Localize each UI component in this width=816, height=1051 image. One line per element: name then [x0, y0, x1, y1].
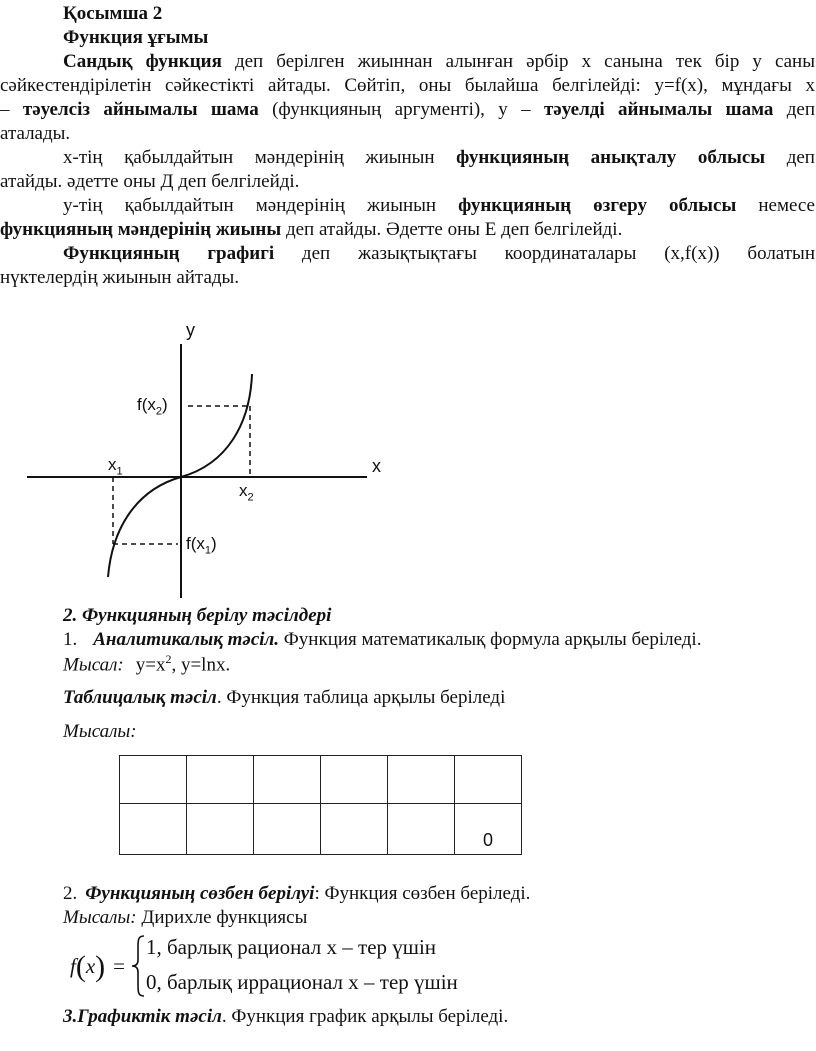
method-verbal — [63, 883, 530, 905]
formula-lhs: f(x) = — [70, 950, 126, 983]
example-line — [63, 652, 230, 676]
function-graph-diagram — [0, 300, 816, 600]
para2-post: деп — [765, 147, 815, 168]
dirichlet-example — [63, 907, 307, 929]
section2-heading: 2. Функцияның берілу тәсілдері — [63, 605, 332, 626]
para3-post2: деп атайды. Әдетте оны Е деп белгілейді. — [281, 219, 623, 240]
para3-pre: у-тің қабылдайтын мәндерінің жиынын — [63, 195, 459, 216]
para4-rest: деп жазықтықтағы координаталары (x,f(x)) болатын — [274, 243, 815, 264]
para2-pre: х-тің қабылдайтын мәндерінің жиынын — [63, 147, 457, 168]
method-analytic — [63, 629, 701, 651]
fx1-label — [186, 534, 217, 556]
formula-x: x — [85, 954, 96, 978]
para1-mid: (функцияның аргументі), у – — [258, 99, 544, 120]
x2-label — [239, 481, 254, 503]
para1-line4: аталады. — [0, 123, 71, 144]
table-cell — [254, 756, 321, 804]
x1-label — [108, 455, 123, 477]
dash: – — [0, 99, 23, 120]
item1-text: Функция математикалық формула арқылы беріледі. — [279, 629, 702, 650]
para3-line1 — [63, 195, 815, 217]
table-cell: 0 — [455, 804, 522, 855]
examples2-text: Дирихле функциясы — [136, 907, 308, 928]
formula-case2: 0, барлық иррационал х – тер үшін — [146, 970, 458, 994]
item1-number: 1. — [63, 629, 78, 650]
table-cell — [388, 756, 455, 804]
para1-line1 — [63, 51, 815, 73]
table-cell — [321, 804, 388, 855]
table-cell — [187, 756, 254, 804]
fx2-paren: ) — [162, 395, 168, 414]
table-cell — [120, 804, 187, 855]
item3-title: 3.Графиктік тәсіл — [63, 1006, 222, 1027]
para1-line3 — [0, 99, 815, 121]
term-dependent-variable: тәуелді айнымалы шама — [543, 99, 774, 120]
term-range: функцияның өзгеру облысы — [458, 195, 737, 216]
method-graphical — [63, 1006, 508, 1028]
brace-icon — [130, 934, 146, 998]
fx2-text: f(x — [137, 395, 156, 414]
table-cell — [120, 756, 187, 804]
table-cell — [187, 804, 254, 855]
table-method-title: Таблицалық тәсіл — [63, 687, 217, 708]
para3-line2 — [0, 219, 816, 241]
para2-line1 — [63, 147, 815, 169]
fx1-text: f(x — [186, 534, 205, 553]
para1-line2: сәйкестендірілетін сәйкестікті айтады. Сөйтіп, оны былайша белгілейді: y=f(x), мұндағы х — [0, 75, 815, 96]
term-independent-variable: тәуелсіз айнымалы шама — [22, 99, 259, 120]
formula-f: f — [70, 954, 76, 978]
term-numeric-function: Сандық функция — [63, 51, 222, 72]
table-method-text: . Функция таблица арқылы беріледі — [216, 687, 506, 708]
term-domain: функцияның анықталу облысы — [456, 147, 766, 168]
table-cell — [455, 756, 522, 804]
example-label: Мысал: — [63, 654, 124, 676]
x2-subscript: 2 — [247, 491, 254, 504]
example-rest: , y=lnx. — [171, 654, 231, 676]
para2-line2: атайды. әдетте оны Д деп белгілейді. — [0, 171, 300, 192]
item3-text: . Функция график арқылы беріледі. — [221, 1006, 509, 1027]
appendix-label: Қосымша 2 — [63, 3, 163, 24]
example-table — [119, 755, 522, 855]
x-axis-label: x — [372, 456, 381, 476]
table-cell — [321, 756, 388, 804]
para4-line1 — [63, 243, 815, 265]
fx2-subscript: 2 — [155, 405, 163, 418]
item2-number: 2. — [63, 883, 78, 904]
term-value-set: функцияның мәндерінің жиыны — [0, 219, 282, 240]
formula-equals: = — [113, 954, 126, 978]
table-row — [120, 804, 522, 855]
example-exponent: 2 — [165, 652, 172, 666]
formula-case1: 1, барлық рационал х – тер үшін — [146, 935, 437, 959]
examples-label: Мысалы: — [63, 721, 137, 742]
x2-text: x — [239, 481, 248, 500]
method-table — [63, 687, 505, 709]
para1-post: деп — [773, 99, 816, 120]
fx2-label — [137, 395, 168, 417]
para3-post: немесе — [736, 195, 815, 216]
item1-title: Аналитикалық тәсіл. — [93, 629, 280, 650]
term-graph: Функцияның графигі — [63, 243, 275, 264]
item2-text: : Функция сөзбен беріледі. — [314, 883, 531, 904]
item2-title: Функцияның сөзбен берілуі — [85, 883, 315, 904]
fx1-subscript: 1 — [204, 544, 212, 557]
table-cell — [388, 804, 455, 855]
x1-subscript: 1 — [116, 465, 123, 478]
para1-text: деп берілген жиыннан алынған әрбір х санына тек бір у саны — [221, 51, 815, 72]
page-title: Функция ұғымы — [63, 27, 209, 48]
fx1-paren: ) — [211, 534, 217, 553]
examples2-label: Мысалы: — [63, 907, 137, 928]
x1-text: x — [108, 455, 117, 474]
table-cell — [254, 804, 321, 855]
para4-line2: нүктелердің жиынын айтады. — [0, 267, 240, 288]
example-text: y=x — [135, 654, 166, 676]
table-row — [120, 756, 522, 804]
y-axis-label: y — [186, 320, 195, 340]
